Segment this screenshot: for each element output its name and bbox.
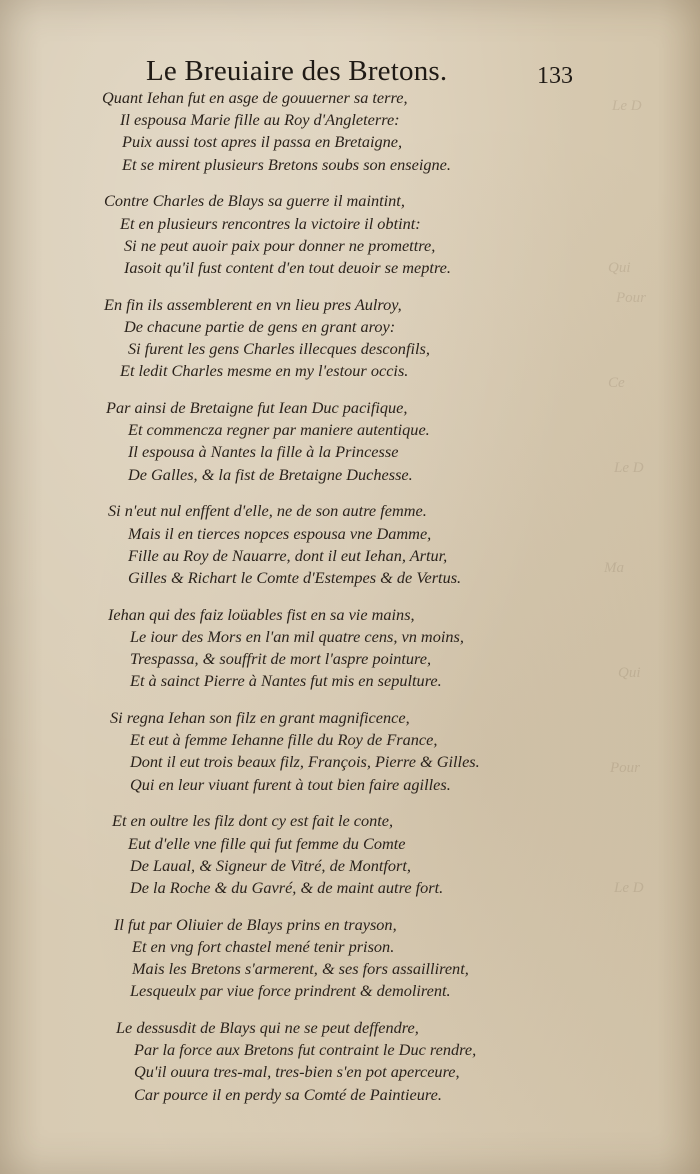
verse-line: Qui en leur viuant furent à tout bien faire agilles. <box>130 774 451 794</box>
verse-line: Et en vng fort chastel mené tenir prison. <box>132 936 395 956</box>
verse-line: Trespassa, & souffrit de mort l'aspre pointure, <box>130 649 432 669</box>
show-through-ghost-text: Le D Qui Pour Ce Le D Ma Qui Pour Le D <box>604 98 646 896</box>
verse-line: Le dessusdit de Blays qui ne se peut deffendre, <box>116 1018 419 1038</box>
verse-line: Et ledit Charles mesme en my l'estour occis. <box>120 361 409 381</box>
verse-line: De Galles, & la fist de Bretaigne Duchesse. <box>128 464 413 484</box>
verse-line: Puix aussi tost apres il passa en Bretaigne, <box>122 132 403 152</box>
stanza <box>104 190 520 279</box>
verse-line: Et à sainct Pierre à Nantes fut mis en sepulture. <box>130 671 442 691</box>
verse-line: Iasoit qu'il fust content d'en tout deuoir se meptre. <box>124 257 451 277</box>
stanza <box>114 914 520 1003</box>
verse-line: Dont il eut trois beaux filz, François, Pierre & Gilles. <box>130 752 480 772</box>
verse-line: Eut d'elle vne fille qui fut femme du Comte <box>128 833 406 853</box>
verse-line: Il espousa à Nantes la fille à la Princesse <box>128 442 399 462</box>
verse-line: En fin ils assemblerent en vn lieu pres Aulroy, <box>104 294 402 314</box>
verse-line: Et eut à femme Iehanne fille du Roy de France, <box>130 730 438 750</box>
poem-body <box>100 87 520 1120</box>
verse-line: Mais les Bretons s'armerent, & ses fors assaillirent, <box>132 959 469 979</box>
verse-line: Par ainsi de Bretaigne fut Iean Duc pacifique, <box>106 398 408 418</box>
verse-line: Si furent les gens Charles illecques desconfils, <box>128 339 430 359</box>
verse-line: Si regna Iehan son filz en grant magnificence, <box>110 708 410 728</box>
stanza <box>112 810 520 899</box>
verse-line: Et en plusieurs rencontres la victoire il obtint: <box>120 213 421 233</box>
verse-line: Car pource il en perdy sa Comté de Paintieure. <box>134 1084 442 1104</box>
verse-line: Lesqueulx par viue force prindrent & demolirent. <box>130 981 451 1001</box>
verse-line: Quant Iehan fut en asge de gouuerner sa terre, <box>102 88 408 107</box>
page-number: 133 <box>537 63 573 89</box>
stanza <box>102 87 520 176</box>
stanza <box>104 294 520 383</box>
stanza <box>110 707 520 796</box>
verse-line: Iehan qui des faiz loüables fist en sa vie mains, <box>108 604 415 624</box>
verse-line: De chacune partie de gens en grant aroy: <box>124 316 396 336</box>
verse-line: Et se mirent plusieurs Bretons soubs son enseigne. <box>122 154 451 174</box>
verse-line: Si n'eut nul enffent d'elle, ne de son autre femme. <box>108 501 427 521</box>
verse-line: Le iour des Mors en l'an mil quatre cens, vn moins, <box>130 626 464 646</box>
verse-line: Fille au Roy de Nauarre, dont il eut Iehan, Artur, <box>128 545 448 565</box>
verse-line: De Laual, & Signeur de Vitré, de Montfort, <box>130 855 411 875</box>
verse-line: Si ne peut auoir paix pour donner ne promettre, <box>124 235 436 255</box>
stanza <box>116 1017 520 1106</box>
verse-line: Qu'il ouura tres-mal, tres-bien s'en pot aperceure, <box>134 1062 460 1082</box>
verse-line: Gilles & Richart le Comte d'Estempes & de Vertus. <box>128 567 462 587</box>
verse-line: Par la force aux Bretons fut contraint le Duc rendre, <box>134 1040 477 1060</box>
verse-line: Il espousa Marie fille au Roy d'Angleterre: <box>120 110 400 130</box>
stanza <box>108 500 520 589</box>
verse-line: Mais il en tierces nopces espousa vne Damme, <box>128 523 432 543</box>
verse-line: Et en oultre les filz dont cy est fait le conte, <box>112 811 394 831</box>
stanza <box>106 397 520 486</box>
verse-line: Et commencza regner par maniere autentique. <box>128 420 430 440</box>
stanza <box>108 604 520 693</box>
verse-line: De la Roche & du Gavré, & de maint autre fort. <box>130 877 444 897</box>
verse-line: Il fut par Oliuier de Blays prins en trayson, <box>114 914 397 934</box>
running-title: Le Breuiaire des Bretons. <box>146 55 448 87</box>
verse-line: Contre Charles de Blays sa guerre il maintint, <box>104 191 405 211</box>
